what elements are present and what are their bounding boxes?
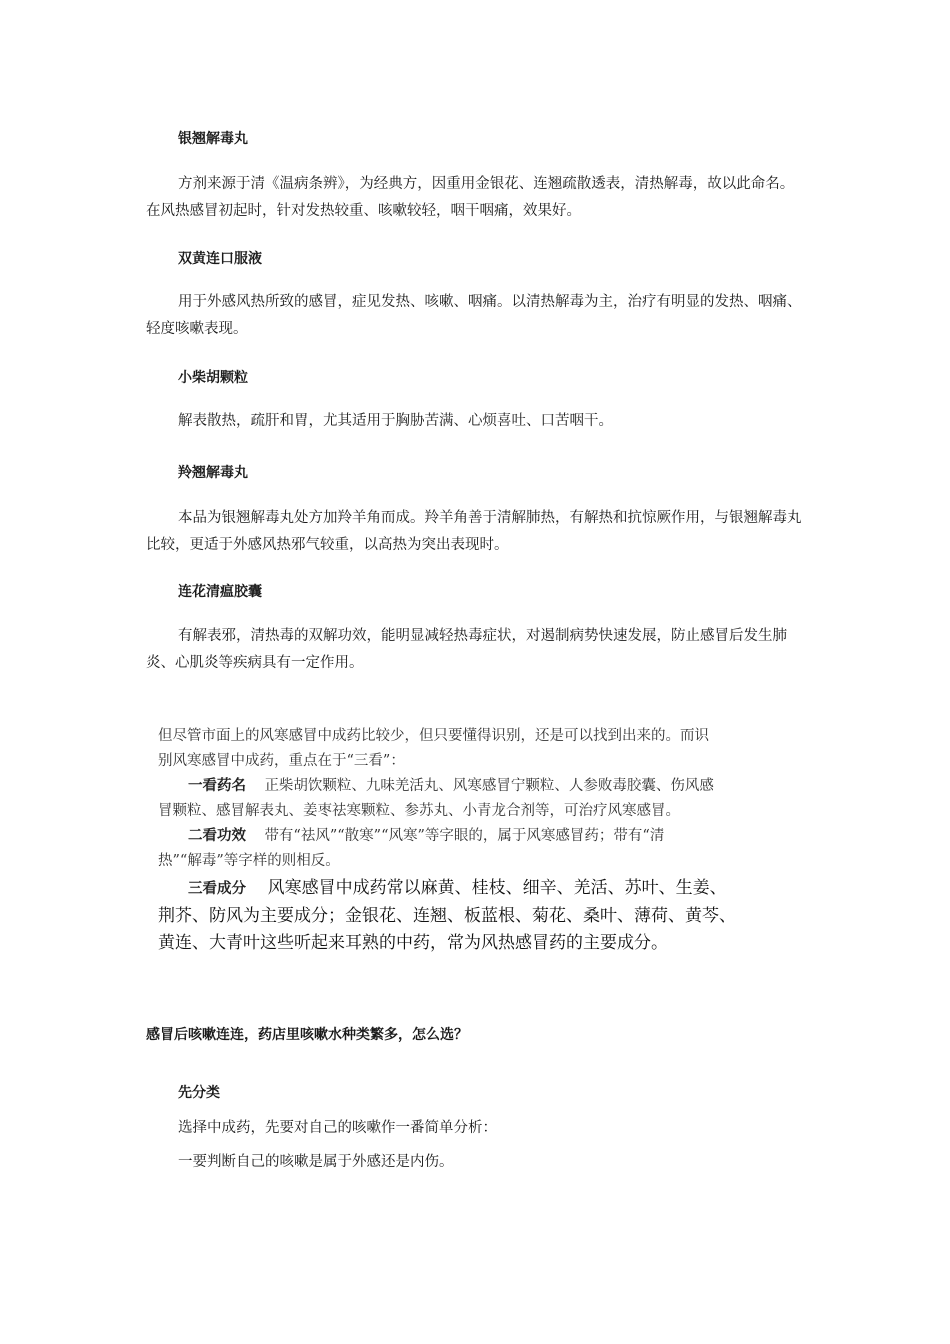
section-text: 用于外感风热所致的感冒，症见发热、咳嗽、咽痛。以清热解毒为主，治疗有明显的发热、咽痛、轻度咳嗽表现。: [146, 294, 802, 337]
three-looks-block: [158, 724, 803, 957]
look2-cont: 热”“解毒”等字样的则相反。: [158, 853, 340, 869]
cough-subtitle: 先分类: [178, 1085, 220, 1101]
section-title: 银翘解毒丸: [178, 131, 248, 147]
look2-text: 带有“祛风”“散寒”“风寒”等字眼的，属于风寒感冒药；带有“清: [264, 828, 665, 844]
look1-cont: 冒颗粒、感冒解表丸、姜枣祛寒颗粒、参苏丸、小青龙合剂等，可治疗风寒感冒。: [158, 803, 680, 819]
section-title: 小柴胡颗粒: [178, 370, 248, 386]
section-text: 方剂来源于清《温病条辨》，为经典方，因重用金银花、连翘疏散透表，清热解毒，故以此命名。在风热感冒初起时，针对发热较重、咳嗽较轻，咽干咽痛，效果好。: [146, 176, 795, 219]
look1-text: 正柴胡饮颗粒、九味羌活丸、风寒感冒宁颗粒、人参败毒胶囊、伤风感: [264, 778, 714, 794]
cough-line: 选择中成药，先要对自己的咳嗽作一番简单分析：: [178, 1120, 497, 1136]
look3-label: 三看成分: [188, 881, 246, 897]
look3-text: 风寒感冒中成药常以麻黄、桂枝、细辛、羌活、苏叶、生姜、: [267, 878, 727, 898]
section-title: 羚翘解毒丸: [178, 465, 248, 481]
section-title: 双黄连口服液: [178, 251, 262, 267]
section-text: 有解表邪，清热毒的双解功效，能明显减轻热毒症状，对遏制病势快速发展，防止感冒后发生肺炎、心肌炎等疾病具有一定作用。: [146, 628, 787, 671]
look2-label: 二看功效: [188, 828, 246, 844]
cough-question-heading: 感冒后咳嗽连连，药店里咳嗽水种类繁多，怎么选？: [146, 1027, 468, 1043]
look1-label: 一看药名: [188, 778, 246, 794]
look2-line: [158, 824, 803, 849]
section-text: 本品为银翘解毒丸处方加羚羊角而成。羚羊角善于清解肺热，有解热和抗惊厥作用，与银翘解毒丸比较，更适于外感风热邪气较重，以高热为突出表现时。: [146, 510, 802, 553]
intro-line: 别风寒感冒中成药，重点在于“三看”：: [158, 753, 405, 769]
look3-cont: 黄连、大青叶这些听起来耳熟的中药，常为风热感冒药的主要成分。: [158, 933, 668, 953]
section-title: 连花清瘟胶囊: [178, 584, 262, 600]
section-text: 解表散热，疏肝和胃，尤其适用于胸胁苦满、心烦喜吐、口苦咽干。: [178, 413, 613, 429]
look3-line: [158, 875, 803, 903]
look1-line: [158, 774, 803, 799]
look3-cont: 荆芥、防风为主要成分；金银花、连翘、板蓝根、菊花、桑叶、薄荷、黄芩、: [158, 906, 736, 926]
cough-line: 一要判断自己的咳嗽是属于外感还是内伤。: [178, 1154, 454, 1170]
intro-line: 但尽管市面上的风寒感冒中成药比较少，但只要懂得识别，还是可以找到出来的。而识: [158, 728, 709, 744]
